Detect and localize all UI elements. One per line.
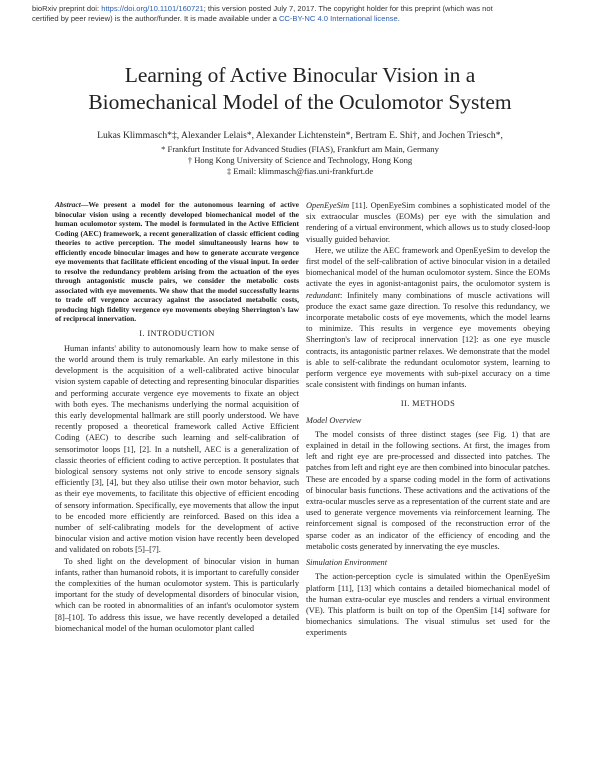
author-list: Lukas Klimmasch*‡, Alexander Lelais*, Alexander Lichtenstein*, Bertram E. Shi†, and Jochen Triesch*, [97, 130, 503, 141]
openeyesim-paragraph: OpenEyeSim [11]. OpenEyeSim combines a sophisticated model of the six extraocular muscles (EOMs) per eye with the simulation and rendering of a virtual environment, which allows us to study closed-loop visually guided behavior. [306, 201, 550, 244]
doi-link[interactable]: https://doi.org/10.1101/160721 [101, 4, 204, 13]
paper-title: Learning of Active Binocular Vision in a Biomechanical Model of the Oculomotor System [88, 63, 512, 114]
intro-paragraph-2: To shed light on the development of binocular vision in human infants, rather than humanoid robots, it is important to carefully consider the complexities of the human oculomotor system. This is particularly important for the study of developmental disorders of binocular vision, which can be rooted in abnormalities of an infant's oculomotor system [8]–[10]. To address this issue, we have recently developed a detailed biomechanical model of the human oculomotor plant called [55, 556, 299, 633]
intro-paragraph-1: Human infants' ability to autonomously learn how to make sense of the world around them is truly remarkable. An early milestone in this development is the acquisition of a well-calibrated active binocular vision system capable of detecting and representing binocular disparities and performing accurate vergence eye movements to fixate an object with both eyes. The mechanisms underlying the normal acquisition of this early developmental hallmark are still poorly understood. We have recently proposed a theoretical framework called Active Efficient Coding (AEC) to describe such learning and self-calibration of sensorimotor loops [1], [2]. In a nutshell, AEC is a generalization of classic theories of efficient coding to active perception. It postulates that biological sensory systems not only strive to encode sensory signals efficiently [3], [4], but they also utilise their own motor behavior, such as their eye movements, to facilitate this objective of efficient encoding of sensory information. Specifically, eye movements that allow the input to be encoded more efficiently are reinforced. Based on this idea a number of self-calibrating models for the development of active binocular vision and active motion vision have recently been developed and validated on robots [5]–[7]. [55, 343, 299, 555]
model-overview-heading: Model Overview [306, 415, 362, 425]
intro-heading: I. INTRODUCTION [139, 328, 215, 338]
right-column [306, 200, 550, 639]
affiliation-hkust: † Hong Kong University of Science and Technology, Hong Kong [187, 155, 413, 165]
affiliation-fias: * Frankfurt Institute for Advanced Studies (FIAS), Frankfurt am Main, Germany [161, 144, 439, 154]
model-overview-paragraph: The model consists of three distinct stages (see Fig. 1) that are explained in detail in the following sections. At first, the images from left and right eye are pre-processed and dissected into patches. The patches from left and right eye are then combined into binocular patches. These are encoded by a sparse coding model in the form of activations of binocular basis functions. These activations and the activations of the extra-ocular muscles serve as a representation of the current state and are used to generate vergence movements via reinforcement learning. The reinforcement signal is composed of the reconstruction error of the sparse coder as an indicator of the efficiency of encoding and the metabolic costs generated by innervating the eye muscles. [306, 429, 550, 551]
methods-heading: II. METHODS [400, 399, 456, 409]
simulation-environment-paragraph: The action-perception cycle is simulated within the OpenEyeSim platform [11], [13] which contains a detailed biomechanical model of the human extra-ocular eye muscles and renders a virtual environment (VE). This platform is built on top of the OpenSim [14] software for biomechanics simulations. The visual stimulus set used for the experiments [306, 572, 550, 638]
preprint-notice: bioRxiv preprint doi: https://doi.org/10.1101/160721; this version posted July 7, 2017. The copyright holder for this preprint (which was not certified by peer review) is the author/funder. It is made available under a CC-BY-NC 4.0 International license. [32, 4, 493, 23]
license-link[interactable]: CC-BY-NC 4.0 International license [278, 14, 398, 23]
simulation-environment-heading: Simulation Environment [306, 558, 388, 568]
contribution-paragraph: Here, we utilize the AEC framework and OpenEyeSim to develop the first model of the self-calibration of active binocular vision in a detailed biomechanical model of the human oculomotor system. Since the EOMs activate the eyes in agonist-antagonist pairs, the oculomotor system is redundant: Infinitely many combinations of muscle activations will produce the exact same gaze direction. To resolve this redundancy, we incorporate metabolic costs of eye movements, which the model learns to minimize. This results in vergence eye movements obeying Sherrington's law of reciprocal innervation [12]: as one eye muscle contracts, its antagonistic partner relaxes. We demonstrate that the model is able to self-calibrate the redundant oculomotor system, learning to perform vergence eye movements with sub-pixel accuracy on a time scale consistent with findings on human infants. [306, 245, 550, 390]
abstract: Abstract—We present a model for the autonomous learning of active binocular vision using a recently developed biomechanical model of the human oculomotor system. The model is formulated in the Active Efficient Coding (AEC) framework, a recent generalization of classic efficient coding theories to active perception. The model simultaneously learns how to efficiently encode binocular images and how to generate accurate vergence eye movements that facilitate efficient encoding of the visual input. In order to resolve the redundancy problem arising from the actuation of the eyes through antagonistic muscle pairs, we consider the metabolic costs associated with eye movements. We show that the model successfully learns to trade off vergence accuracy against the associated metabolic costs, producing high fidelity vergence eye movements obeying Sherrington's law of reciprocal innervation. [55, 200, 299, 323]
affiliation-email: ‡ Email: klimmasch@fias.uni-frankfurt.de [226, 166, 374, 176]
left-column [55, 200, 299, 634]
